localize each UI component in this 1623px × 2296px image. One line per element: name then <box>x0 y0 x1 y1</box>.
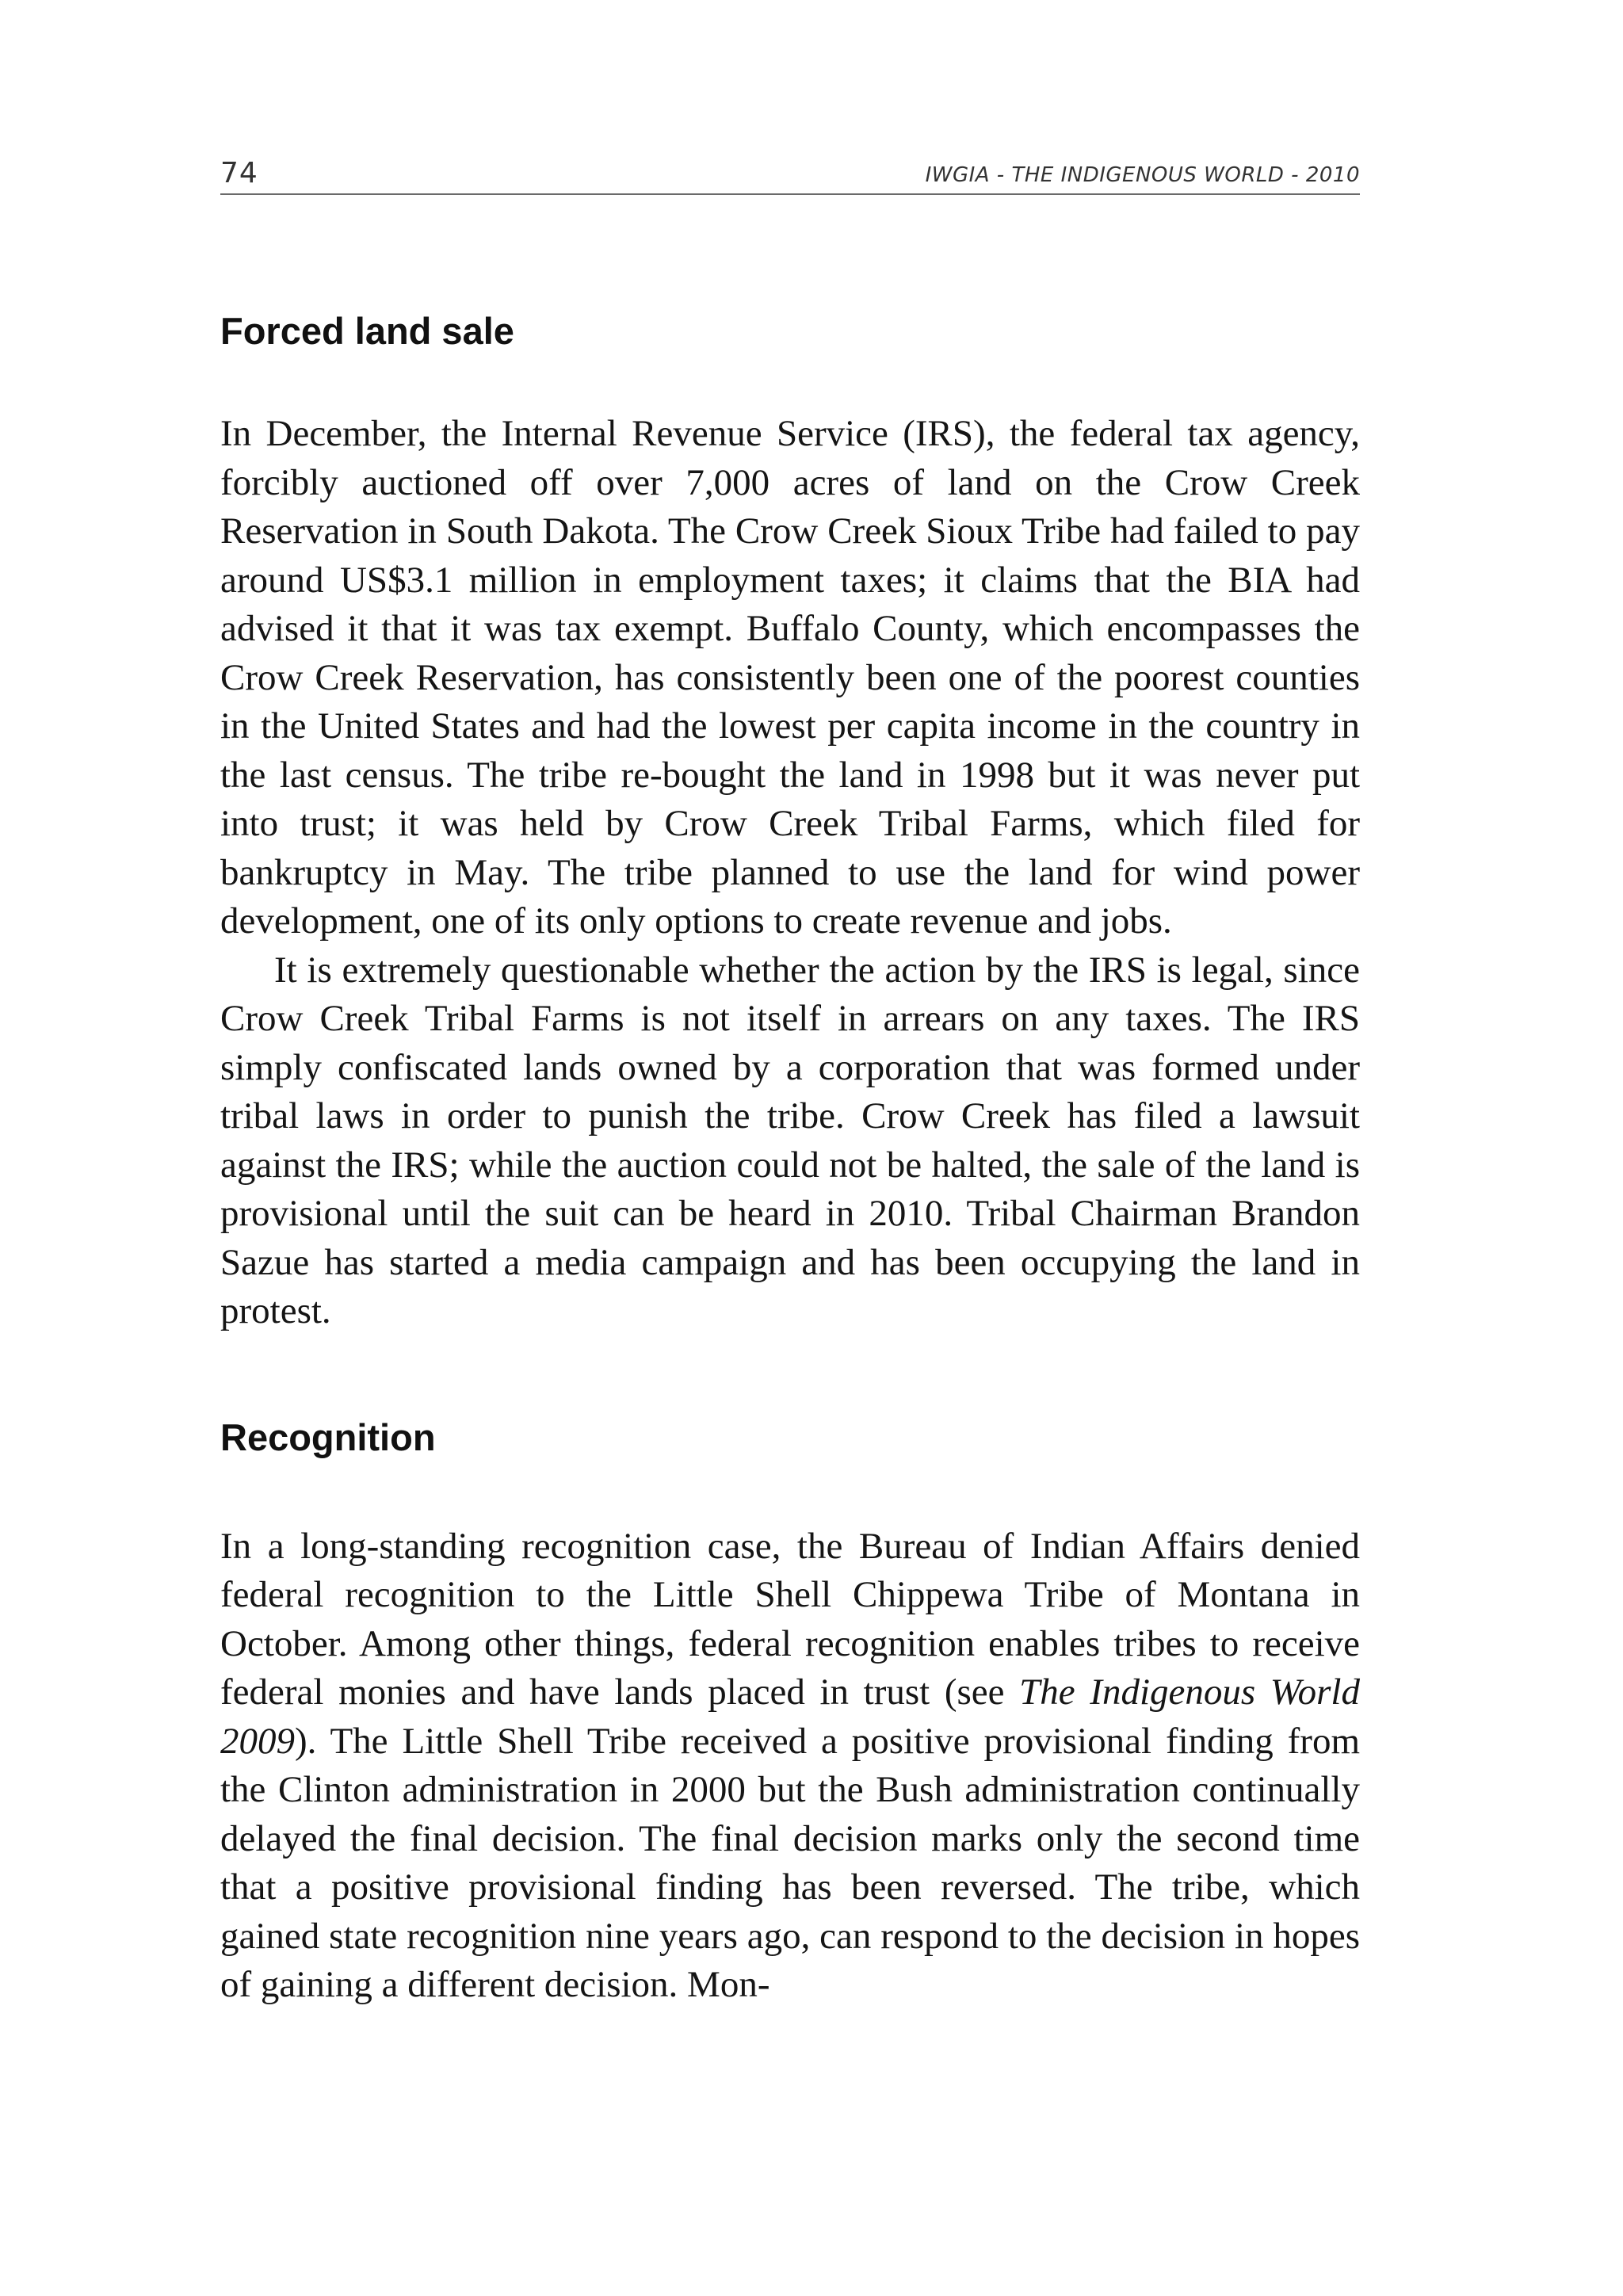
paragraph-text-before-italic: In a long-standing recognition case, the Bureau of Indian Affairs denied federal recognition to the Little Shell Chippewa Tribe of Montana in October. Among other things, federal recognition enables tribes to receive federal monies and have lands placed in trust (see <box>220 1525 1360 1713</box>
running-header <box>220 152 1360 195</box>
section-heading-forced-land-sale: Forced land sale <box>220 310 514 352</box>
italic-publication-title: The Indigenous World 2009 <box>220 1671 1360 1762</box>
running-title: IWGIA - THE INDIGENOUS WORLD - 2010 <box>925 163 1360 187</box>
paragraph-forced-land-sale-1: In December, the Internal Revenue Service (IRS), the federal tax agency, forcibly auctioned off over 7,000 acres of land on the Crow Creek Reservation in South Dakota. The Crow Creek Sioux Tribe had failed to pay around US$3.1 million in employment taxes; it claims that the BIA had advised it that it was tax exempt. Buffalo County, which encompasses the Crow Creek Reservation, has consistently been one of the poorest counties in the United States and had the lowest per capita income in the country in the last census. The tribe re-bought the land in 1998 but it was never put into trust; it was held by Crow Creek Tribal Farms, which filed for bankruptcy in May. The tribe planned to use the land for wind power development, one of its only options to create revenue and jobs. <box>220 413 1360 942</box>
paragraph-text-after-italic: ). The Little Shell Tribe received a positive provisional finding from the Clinton administration in 2000 but the Bush administration continually delayed the final decision. The final decision marks only the second time that a positive provisional finding has been reversed. The tribe, which gained state recognition nine years ago, can respond to the decision in hopes of gaining a different decision. Mon- <box>220 1720 1360 2005</box>
page-number: 74 <box>220 157 258 189</box>
section-heading-recognition: Recognition <box>220 1415 436 1458</box>
paragraph-recognition-1 <box>220 1522 1360 2010</box>
page-content <box>220 309 1360 2010</box>
paragraph-forced-land-sale-2: It is extremely questionable whether the action by the IRS is legal, since Crow Creek Tribal Farms is not itself in arrears on any taxes. The IRS simply confiscated lands owned by a corporation that was formed under tribal laws in order to punish the tribe. Crow Creek has filed a lawsuit against the IRS; while the auction could not be halted, the sale of the land is provisional until the suit can be heard in 2010. Tribal Chairman Brandon Sazue has started a media campaign and has been occupying the land in protest. <box>220 949 1360 1331</box>
